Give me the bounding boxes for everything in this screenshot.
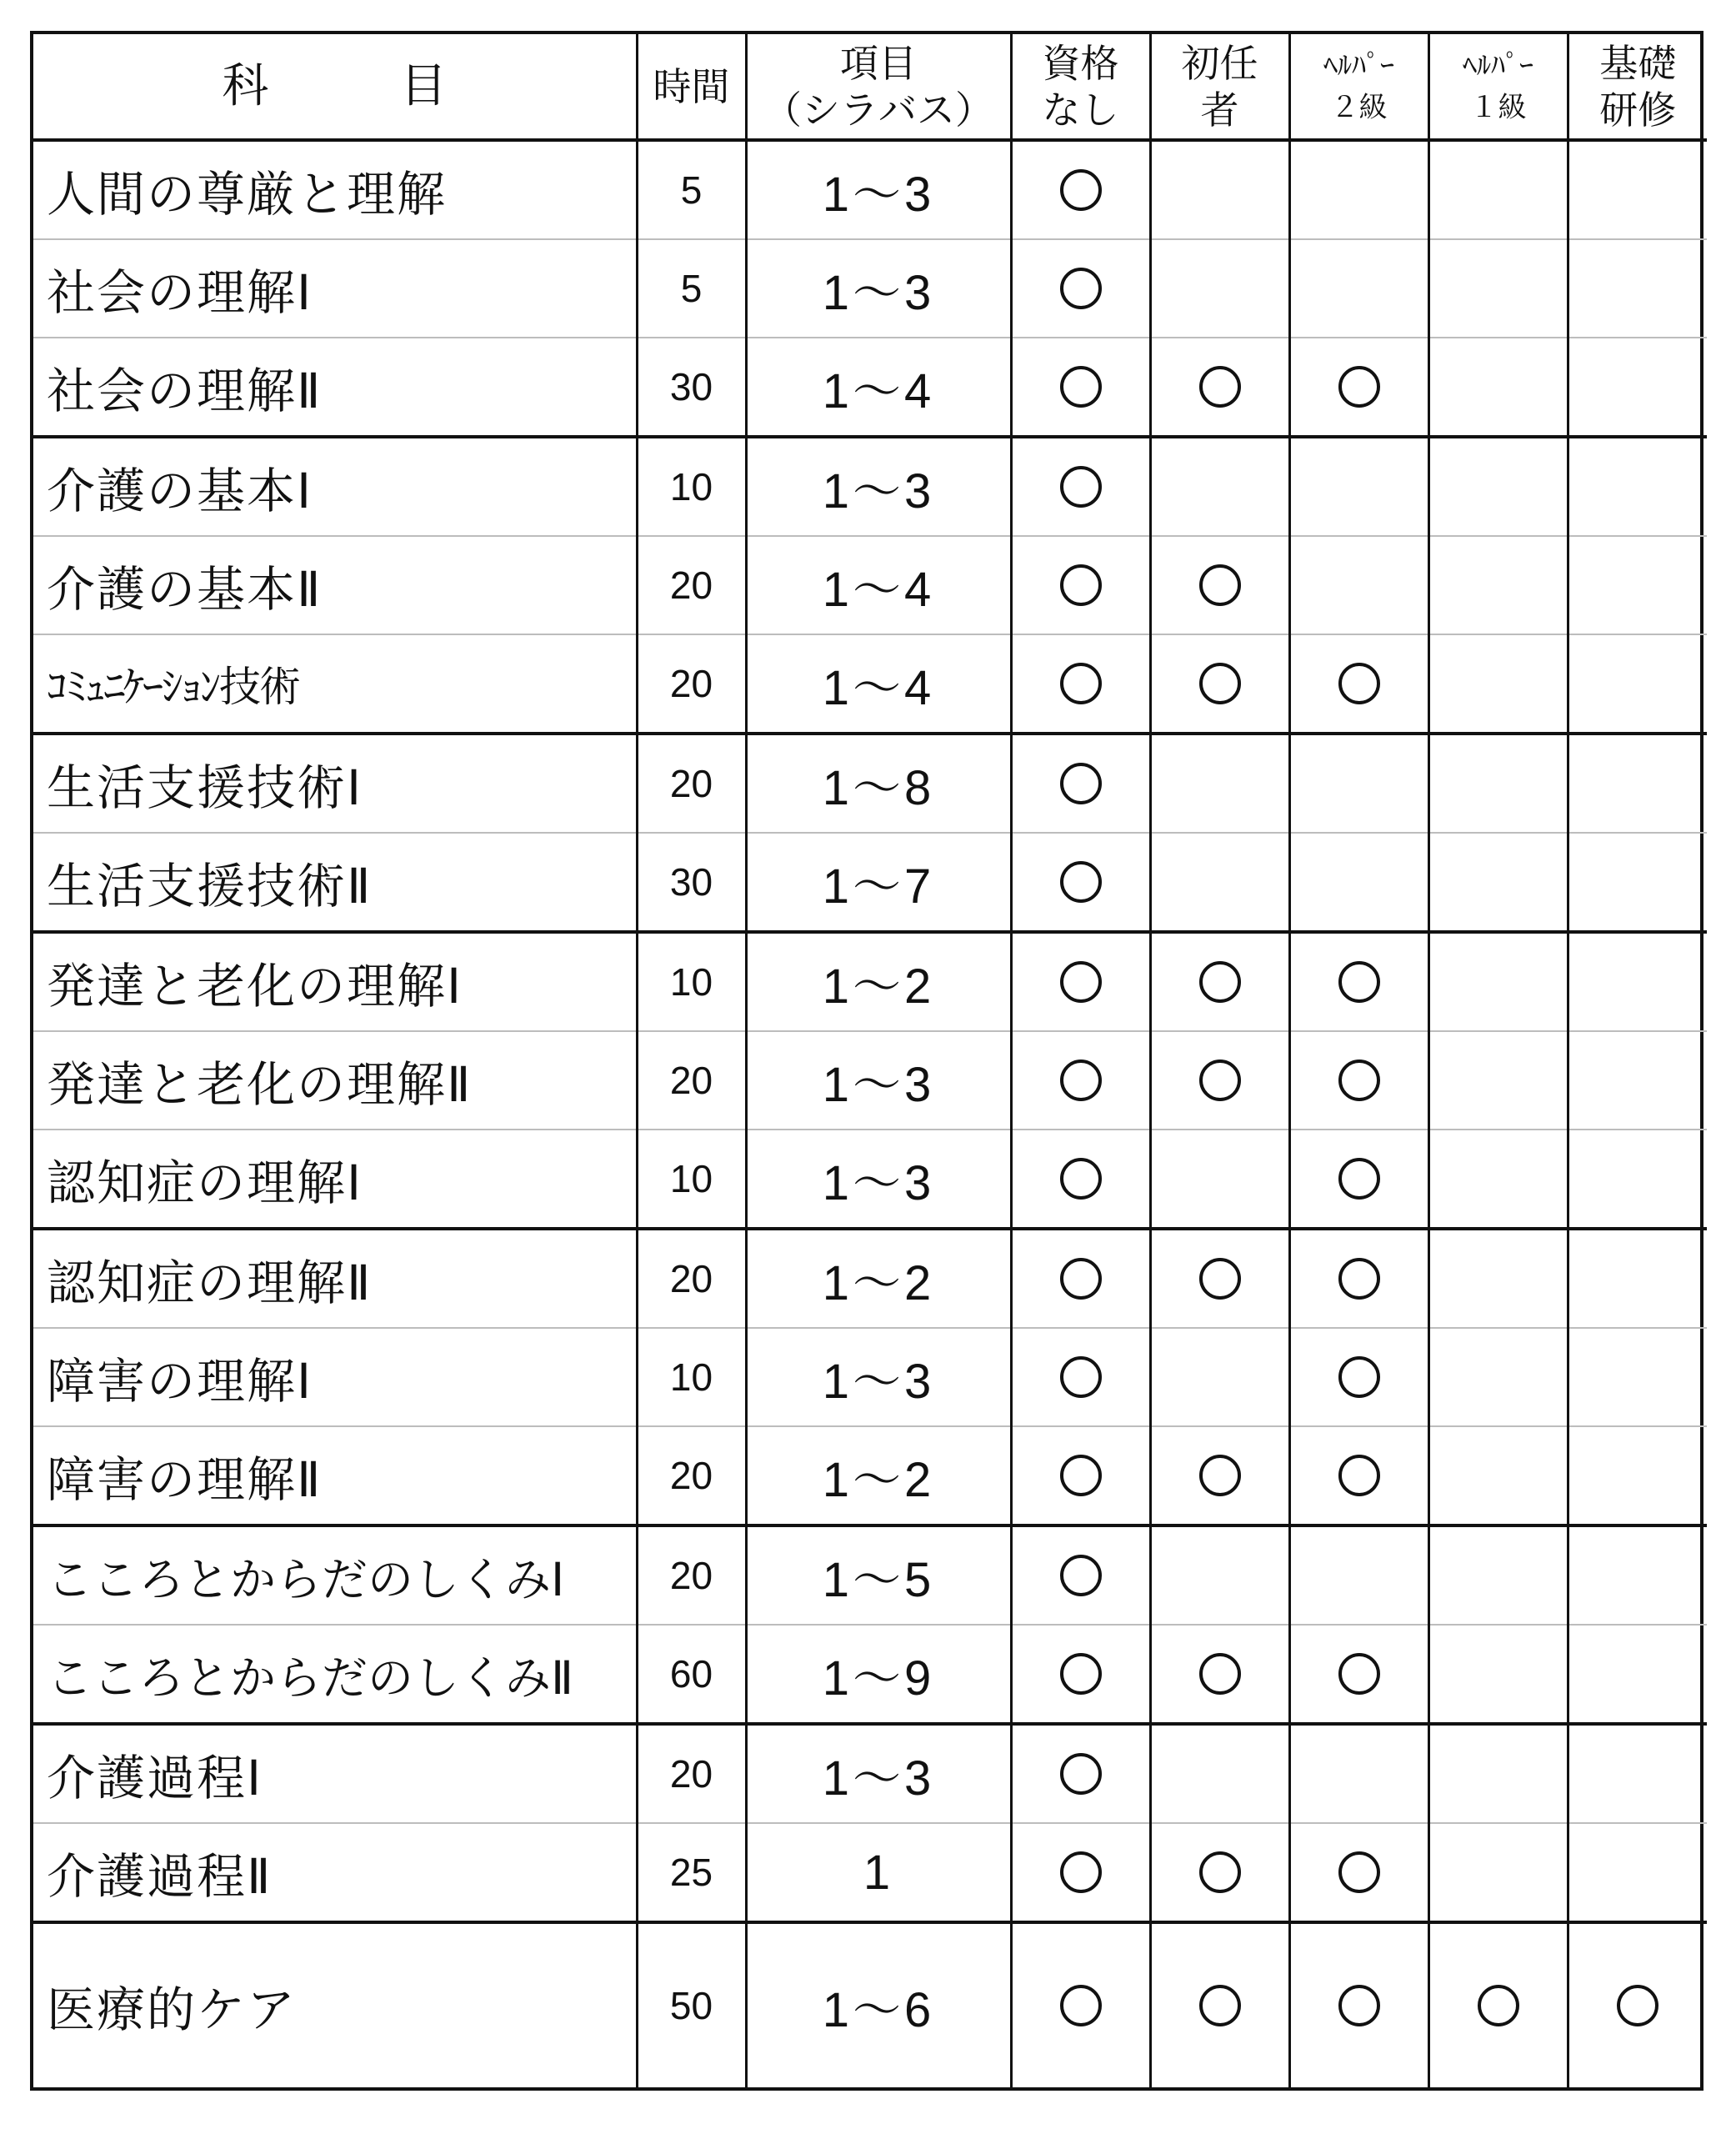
subject-cell: こころとからだのしくみⅠ [33,1525,637,1625]
subject-cell: 発達と老化の理解Ⅰ [33,932,637,1031]
header-q4-line2: １級 [1469,90,1527,124]
qualification-cell [1568,140,1707,239]
circle-mark-icon [1060,1851,1102,1893]
qualification-cell [1568,1130,1707,1229]
qualification-cell [1011,140,1150,239]
hours-cell: 10 [637,1328,746,1426]
qualification-cell [1011,1328,1150,1426]
qualification-cell [1568,734,1707,833]
qualification-cell [1011,437,1150,536]
circle-mark-icon [1338,1653,1380,1695]
curriculum-table-sheet [30,31,1703,2091]
subject-cell: 認知症の理解Ⅱ [33,1229,637,1328]
syllabus-cell: 1〜3 [746,1031,1011,1130]
header-subject: 科 目 [33,34,637,140]
subject-cell: 社会の理解Ⅰ [33,239,637,338]
circle-mark-icon [1060,861,1102,903]
table-row [33,1525,1707,1625]
qualification-cell [1568,437,1707,536]
qualification-cell [1289,140,1428,239]
table-row [33,734,1707,833]
subject-cell: ｺﾐｭﾆｹｰｼｮﾝ技術 [33,634,637,734]
circle-mark-icon [1338,366,1380,408]
qualification-cell [1428,1724,1568,1823]
circle-mark-icon [1060,961,1102,1003]
circle-mark-icon [1338,663,1380,704]
header-basic-training [1568,34,1707,140]
header-q4-line1: ﾍﾙﾊﾟｰ [1463,48,1533,83]
qualification-cell [1289,1823,1428,1922]
qualification-cell [1150,833,1289,932]
subject-cell: 生活支援技術Ⅰ [33,734,637,833]
hours-cell: 10 [637,437,746,536]
circle-mark-icon [1338,1258,1380,1300]
subject-cell: 認知症の理解Ⅰ [33,1130,637,1229]
circle-mark-icon [1060,1455,1102,1496]
syllabus-cell: 1〜2 [746,1229,1011,1328]
header-q2-line1: 初任 [1181,40,1258,86]
qualification-cell [1428,239,1568,338]
subject-cell: 生活支援技術Ⅱ [33,833,637,932]
qualification-cell [1428,536,1568,634]
qualification-cell [1150,1724,1289,1823]
circle-mark-icon [1060,1753,1102,1795]
qualification-cell [1289,1525,1428,1625]
header-syllabus-line1: 項目 [840,40,917,86]
syllabus-cell: 1〜3 [746,140,1011,239]
qualification-cell [1011,1823,1150,1922]
qualification-cell [1289,1328,1428,1426]
hours-cell: 20 [637,536,746,634]
table-row [33,1328,1707,1426]
qualification-cell [1428,833,1568,932]
circle-mark-icon [1060,268,1102,309]
circle-mark-icon [1338,1059,1380,1101]
circle-mark-icon [1060,169,1102,211]
table-row [33,437,1707,536]
circle-mark-icon [1060,1356,1102,1398]
subject-cell: 介護過程Ⅱ [33,1823,637,1922]
qualification-cell [1150,437,1289,536]
qualification-cell [1568,1525,1707,1625]
syllabus-cell: 1〜2 [746,932,1011,1031]
hours-cell: 20 [637,1525,746,1625]
table-row [33,1426,1707,1525]
hours-cell: 20 [637,1426,746,1525]
qualification-cell [1289,338,1428,437]
hours-cell: 5 [637,239,746,338]
qualification-cell [1289,634,1428,734]
circle-mark-icon [1199,1851,1241,1893]
hours-cell: 30 [637,833,746,932]
syllabus-cell: 1〜9 [746,1625,1011,1724]
syllabus-cell: 1〜3 [746,437,1011,536]
qualification-cell [1011,1625,1150,1724]
qualification-cell [1289,1229,1428,1328]
table-body [33,140,1707,2087]
syllabus-cell: 1〜3 [746,1328,1011,1426]
circle-mark-icon [1060,1653,1102,1695]
syllabus-cell: 1〜4 [746,536,1011,634]
table-row [33,1031,1707,1130]
subject-cell: 社会の理解Ⅱ [33,338,637,437]
table-row [33,338,1707,437]
header-q5-line1: 基礎 [1599,40,1677,86]
circle-mark-icon [1338,1851,1380,1893]
circle-mark-icon [1338,1455,1380,1496]
syllabus-cell: 1〜6 [746,1922,1011,2087]
syllabus-cell: 1〜4 [746,634,1011,734]
circle-mark-icon [1338,961,1380,1003]
circle-mark-icon [1199,564,1241,606]
subject-cell: 発達と老化の理解Ⅱ [33,1031,637,1130]
qualification-cell [1568,1031,1707,1130]
circle-mark-icon [1338,1985,1380,2026]
hours-cell: 10 [637,1130,746,1229]
qualification-cell [1150,1031,1289,1130]
qualification-cell [1568,1823,1707,1922]
qualification-cell [1150,1823,1289,1922]
qualification-cell [1568,1426,1707,1525]
circle-mark-icon [1617,1985,1658,2026]
qualification-cell [1150,1625,1289,1724]
circle-mark-icon [1478,1985,1519,2026]
subject-cell: 障害の理解Ⅰ [33,1328,637,1426]
qualification-cell [1011,1031,1150,1130]
subject-cell: 介護の基本Ⅱ [33,536,637,634]
qualification-cell [1568,536,1707,634]
table-row [33,140,1707,239]
circle-mark-icon [1060,1258,1102,1300]
subject-cell: 障害の理解Ⅱ [33,1426,637,1525]
qualification-cell [1568,239,1707,338]
circle-mark-icon [1060,1158,1102,1200]
circle-mark-icon [1060,1059,1102,1101]
qualification-cell [1011,239,1150,338]
header-helper-level1 [1428,34,1568,140]
circle-mark-icon [1199,1653,1241,1695]
qualification-cell [1150,734,1289,833]
qualification-cell [1289,536,1428,634]
table-row [33,536,1707,634]
subject-cell: 介護過程Ⅰ [33,1724,637,1823]
qualification-cell [1428,140,1568,239]
qualification-cell [1150,1525,1289,1625]
qualification-cell [1150,634,1289,734]
hours-cell: 60 [637,1625,746,1724]
hours-cell: 20 [637,634,746,734]
circle-mark-icon [1060,366,1102,408]
qualification-cell [1568,634,1707,734]
table-row [33,1724,1707,1823]
hours-cell: 20 [637,1031,746,1130]
table-row [33,239,1707,338]
header-q3-line1: ﾍﾙﾊﾟｰ [1323,48,1394,83]
hours-cell: 20 [637,1724,746,1823]
header-hours: 時間 [637,34,746,140]
qualification-cell [1568,1328,1707,1426]
syllabus-cell: 1〜4 [746,338,1011,437]
hours-cell: 5 [637,140,746,239]
qualification-cell [1428,1031,1568,1130]
qualification-cell [1568,1922,1707,2087]
qualification-cell [1428,1130,1568,1229]
qualification-cell [1150,1229,1289,1328]
qualification-cell [1011,1229,1150,1328]
qualification-cell [1150,1922,1289,2087]
circle-mark-icon [1060,663,1102,704]
qualification-cell [1150,140,1289,239]
qualification-cell [1568,1625,1707,1724]
qualification-cell [1150,1426,1289,1525]
header-initial-trainee [1150,34,1289,140]
qualification-cell [1568,338,1707,437]
header-syllabus-line2: （シラバス） [763,87,993,133]
table-row [33,833,1707,932]
qualification-cell [1150,932,1289,1031]
qualification-cell [1428,734,1568,833]
qualification-cell [1428,1922,1568,2087]
table-row [33,932,1707,1031]
qualification-cell [1011,1724,1150,1823]
syllabus-cell: 1〜5 [746,1525,1011,1625]
qualification-cell [1289,1625,1428,1724]
qualification-cell [1289,734,1428,833]
qualification-cell [1428,1625,1568,1724]
header-row [33,34,1707,140]
qualification-cell [1568,932,1707,1031]
circle-mark-icon [1338,1356,1380,1398]
qualification-cell [1289,437,1428,536]
qualification-cell [1428,1229,1568,1328]
circle-mark-icon [1199,1455,1241,1496]
table-row [33,1229,1707,1328]
header-syllabus [746,34,1011,140]
header-q5-line2: 研修 [1599,87,1677,133]
table-row [33,1130,1707,1229]
hours-cell: 10 [637,932,746,1031]
hours-cell: 25 [637,1823,746,1922]
subject-cell: 人間の尊厳と理解 [47,166,448,223]
header-q1-line2: なし [1042,87,1119,133]
circle-mark-icon [1060,466,1102,508]
qualification-cell [1428,338,1568,437]
qualification-cell [1011,1525,1150,1625]
circle-mark-icon [1199,961,1241,1003]
qualification-cell [1011,338,1150,437]
qualification-cell [1289,239,1428,338]
qualification-cell [1150,338,1289,437]
syllabus-cell: 1〜3 [746,239,1011,338]
hours-cell: 30 [637,338,746,437]
circle-mark-icon [1060,1985,1102,2026]
header-helper-level2 [1289,34,1428,140]
subject-cell: こころとからだのしくみⅡ [33,1625,637,1724]
qualification-cell [1011,536,1150,634]
circle-mark-icon [1060,763,1102,804]
qualification-cell [1011,634,1150,734]
curriculum-table [33,34,1707,2087]
header-q1-line1: 資格 [1042,40,1119,86]
qualification-cell [1011,734,1150,833]
qualification-cell [1011,1130,1150,1229]
syllabus-cell: 1〜2 [746,1426,1011,1525]
qualification-cell [1428,437,1568,536]
qualification-cell [1011,1922,1150,2087]
qualification-cell [1568,833,1707,932]
header-q3-line2: ２級 [1330,90,1388,124]
circle-mark-icon [1199,1258,1241,1300]
qualification-cell [1289,1724,1428,1823]
qualification-cell [1428,1823,1568,1922]
syllabus-cell: 1 [746,1823,1011,1922]
circle-mark-icon [1199,366,1241,408]
circle-mark-icon [1199,663,1241,704]
hours-cell: 50 [637,1922,746,2087]
qualification-cell [1428,1525,1568,1625]
circle-mark-icon [1199,1985,1241,2026]
syllabus-cell: 1〜7 [746,833,1011,932]
qualification-cell [1150,1130,1289,1229]
syllabus-cell: 1〜3 [746,1724,1011,1823]
qualification-cell [1289,833,1428,932]
circle-mark-icon [1060,564,1102,606]
table-row [33,1625,1707,1724]
header-no-qualification [1011,34,1150,140]
qualification-cell [1011,1426,1150,1525]
qualification-cell [1428,1328,1568,1426]
qualification-cell [1289,1130,1428,1229]
circle-mark-icon [1338,1158,1380,1200]
subject-cell: 医療的ケア [33,1922,637,2087]
subject-cell: 介護の基本Ⅰ [33,437,637,536]
qualification-cell [1289,1922,1428,2087]
qualification-cell [1428,1426,1568,1525]
qualification-cell [1568,1724,1707,1823]
circle-mark-icon [1199,1059,1241,1101]
qualification-cell [1150,239,1289,338]
circle-mark-icon [1060,1555,1102,1596]
table-row [33,1922,1707,2087]
syllabus-cell: 1〜8 [746,734,1011,833]
hours-cell: 20 [637,1229,746,1328]
qualification-cell [1289,932,1428,1031]
qualification-cell [1428,634,1568,734]
qualification-cell [1011,932,1150,1031]
qualification-cell [1150,536,1289,634]
qualification-cell [1011,833,1150,932]
qualification-cell [1289,1031,1428,1130]
table-row [33,634,1707,734]
qualification-cell [1568,1229,1707,1328]
qualification-cell [1428,932,1568,1031]
syllabus-cell: 1〜3 [746,1130,1011,1229]
qualification-cell [1150,1328,1289,1426]
header-q2-line2: 者 [1200,87,1239,133]
table-row [33,1823,1707,1922]
hours-cell: 20 [637,734,746,833]
qualification-cell [1289,1426,1428,1525]
